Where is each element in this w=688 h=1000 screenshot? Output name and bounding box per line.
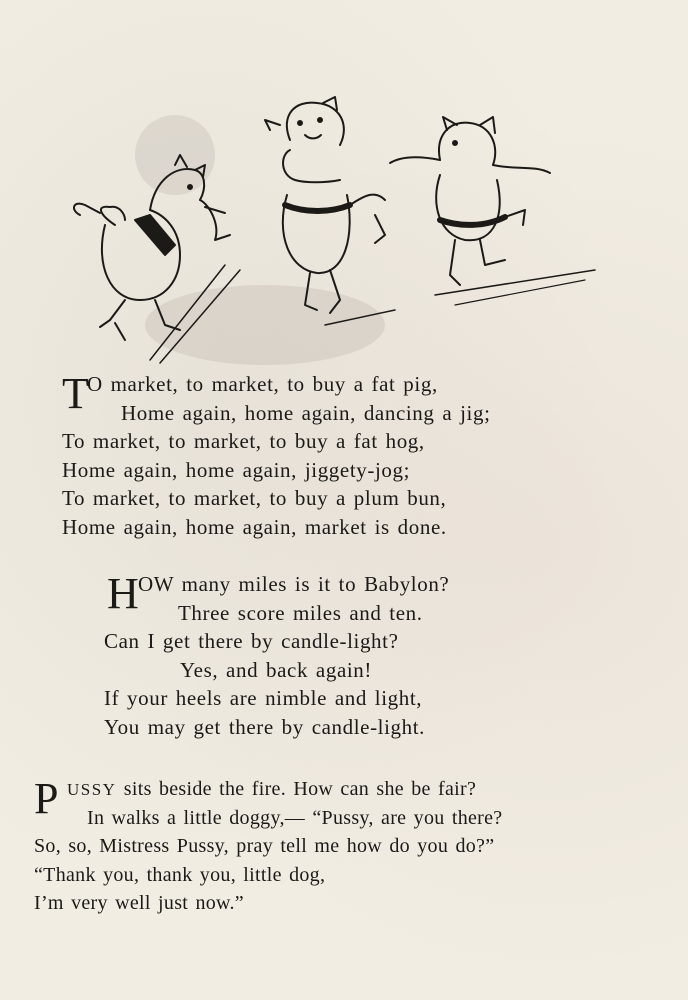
poem-line: To market, to market, to buy a fat hog, bbox=[62, 429, 425, 453]
poem-line: So, so, Mistress Pussy, pray tell me how do you do?” bbox=[34, 835, 495, 857]
poem-line: Can I get there by candle-light? bbox=[104, 629, 399, 653]
poem-line: Home again, home again, jiggety-jog; bbox=[62, 457, 411, 482]
poem-line: sits beside the fire. How can she be fair? bbox=[116, 778, 477, 800]
poem-line: “Thank you, thank you, little dog, bbox=[34, 863, 326, 886]
poem-pussy bbox=[0, 775, 688, 918]
poem-line: Home again, home again, market is done. bbox=[62, 514, 447, 539]
poem-line: If your heels are nimble and light, bbox=[104, 686, 423, 710]
poem-line: Yes, and back again! bbox=[180, 657, 372, 682]
poem-line: O market, to market, to buy a fat pig, bbox=[87, 372, 438, 396]
poem-first-word: USSY bbox=[67, 780, 117, 799]
poem-babylon bbox=[0, 570, 688, 741]
poem-line: OW many miles is it to Babylon? bbox=[138, 572, 450, 596]
pig-middle bbox=[265, 97, 385, 313]
pig-right bbox=[390, 117, 550, 285]
poem-line: Home again, home again, dancing a jig; bbox=[121, 400, 491, 425]
poem-line: I’m very well just now.” bbox=[34, 892, 244, 914]
poem-line: Three score miles and ten. bbox=[178, 600, 423, 625]
three-dancing-pigs-icon bbox=[55, 95, 600, 365]
drop-cap: T bbox=[62, 369, 90, 418]
poem-to-market bbox=[0, 370, 688, 541]
poem-line: You may get there by candle-light. bbox=[104, 714, 426, 739]
drop-cap: H bbox=[107, 569, 140, 618]
drop-cap: P bbox=[34, 774, 59, 823]
poem-line: In walks a little doggy,— “Pussy, are you there? bbox=[87, 806, 503, 829]
poem-line: To market, to market, to buy a plum bun, bbox=[62, 486, 447, 510]
